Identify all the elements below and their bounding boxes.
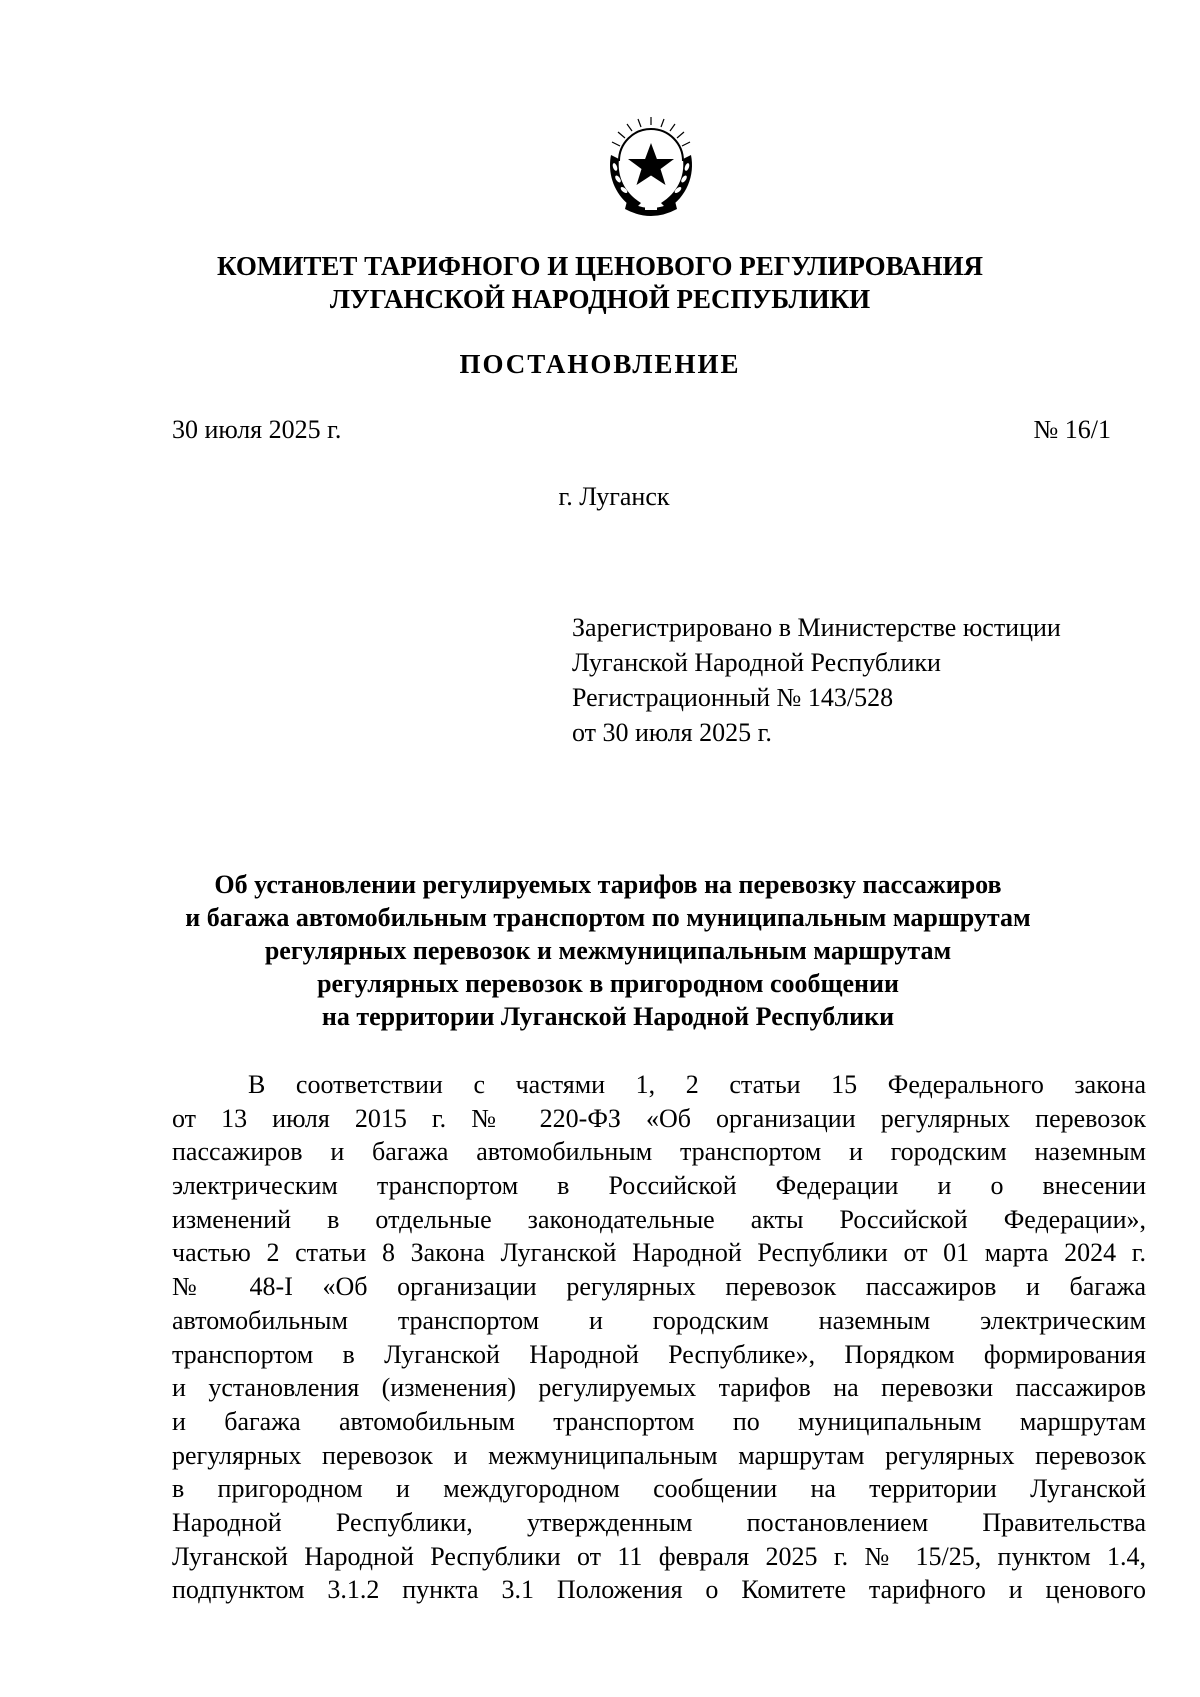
title-line: регулярных перевозок и межмуниципальным маршрутам [264,936,952,965]
body-line: № 48-I «Об организации регулярных перевозок пассажиров и багажа [172,1272,1146,1302]
body-line: от 13 июля 2015 г. № 220-ФЗ «Об организации регулярных перевозок [172,1103,1146,1133]
registration-line: Регистрационный № 143/528 [572,683,894,712]
body-line: регулярных перевозок и межмуниципальным маршрутам регулярных перевозок [172,1440,1146,1470]
body-line: автомобильным транспортом и городским наземным электрическим [172,1305,1146,1335]
body-line: В соответствии с частями 1, 2 статьи 15 Федерального закона [248,1070,1146,1099]
body-line: частью 2 статьи 8 Закона Луганской Народной Республики от 01 марта 2024 г. [172,1238,1146,1268]
registration-line: от 30 июля 2025 г. [572,718,772,747]
document-city: г. Луганск [558,482,670,511]
body-line: подпунктом 3.1.2 пункта 3.1 Положения о Комитете тарифного и ценового [172,1575,1146,1605]
body-line: Луганской Народной Республики от 11 февраля 2025 г. № 15/25, пунктом 1.4, [172,1541,1146,1571]
document-date: 30 июля 2025 г. [172,415,342,444]
body-line: изменений в отдельные законодательные акты Российской Федерации», [172,1204,1146,1234]
document-type: ПОСТАНОВЛЕНИЕ [459,349,741,379]
body-line: и багажа автомобильным транспортом по муниципальным маршрутам [172,1406,1146,1436]
title-line: и багажа автомобильным транспортом по муниципальным маршрутам [185,903,1031,932]
body-line: электрическим транспортом в Российской Федерации и о внесении [172,1171,1146,1201]
registration-line: Луганской Народной Республики [572,648,941,677]
body-line: Народной Республики, утвержденным постановлением Правительства [172,1507,1146,1537]
document-body [172,1068,1146,1607]
registration-stamp [572,610,1061,750]
organization-name-line-2: ЛУГАНСКОЙ НАРОДНОЙ РЕСПУБЛИКИ [329,284,871,314]
body-line: и установления (изменения) регулируемых тарифов на перевозки пассажиров [172,1373,1146,1403]
document-number: № 16/1 [1033,415,1111,444]
body-line: транспортом в Луганской Народной Республике», Порядком формирования [172,1339,1146,1369]
lpr-coat-of-arms-icon [597,115,705,223]
title-line: на территории Луганской Народной Республики [321,1002,895,1031]
body-line: пассажиров и багажа автомобильным транспортом и городским наземным [172,1137,1146,1167]
organization-name-line-1: КОМИТЕТ ТАРИФНОГО И ЦЕНОВОГО РЕГУЛИРОВАНИЯ [216,251,983,281]
body-line: в пригородном и междугородном сообщении на территории Луганской [172,1474,1146,1504]
registration-line: Зарегистрировано в Министерстве юстиции [572,613,1061,642]
title-line: Об установлении регулируемых тарифов на перевозку пассажиров [214,870,1002,899]
document-title [0,868,1200,1033]
title-line: регулярных перевозок в пригородном сообщении [317,969,899,998]
